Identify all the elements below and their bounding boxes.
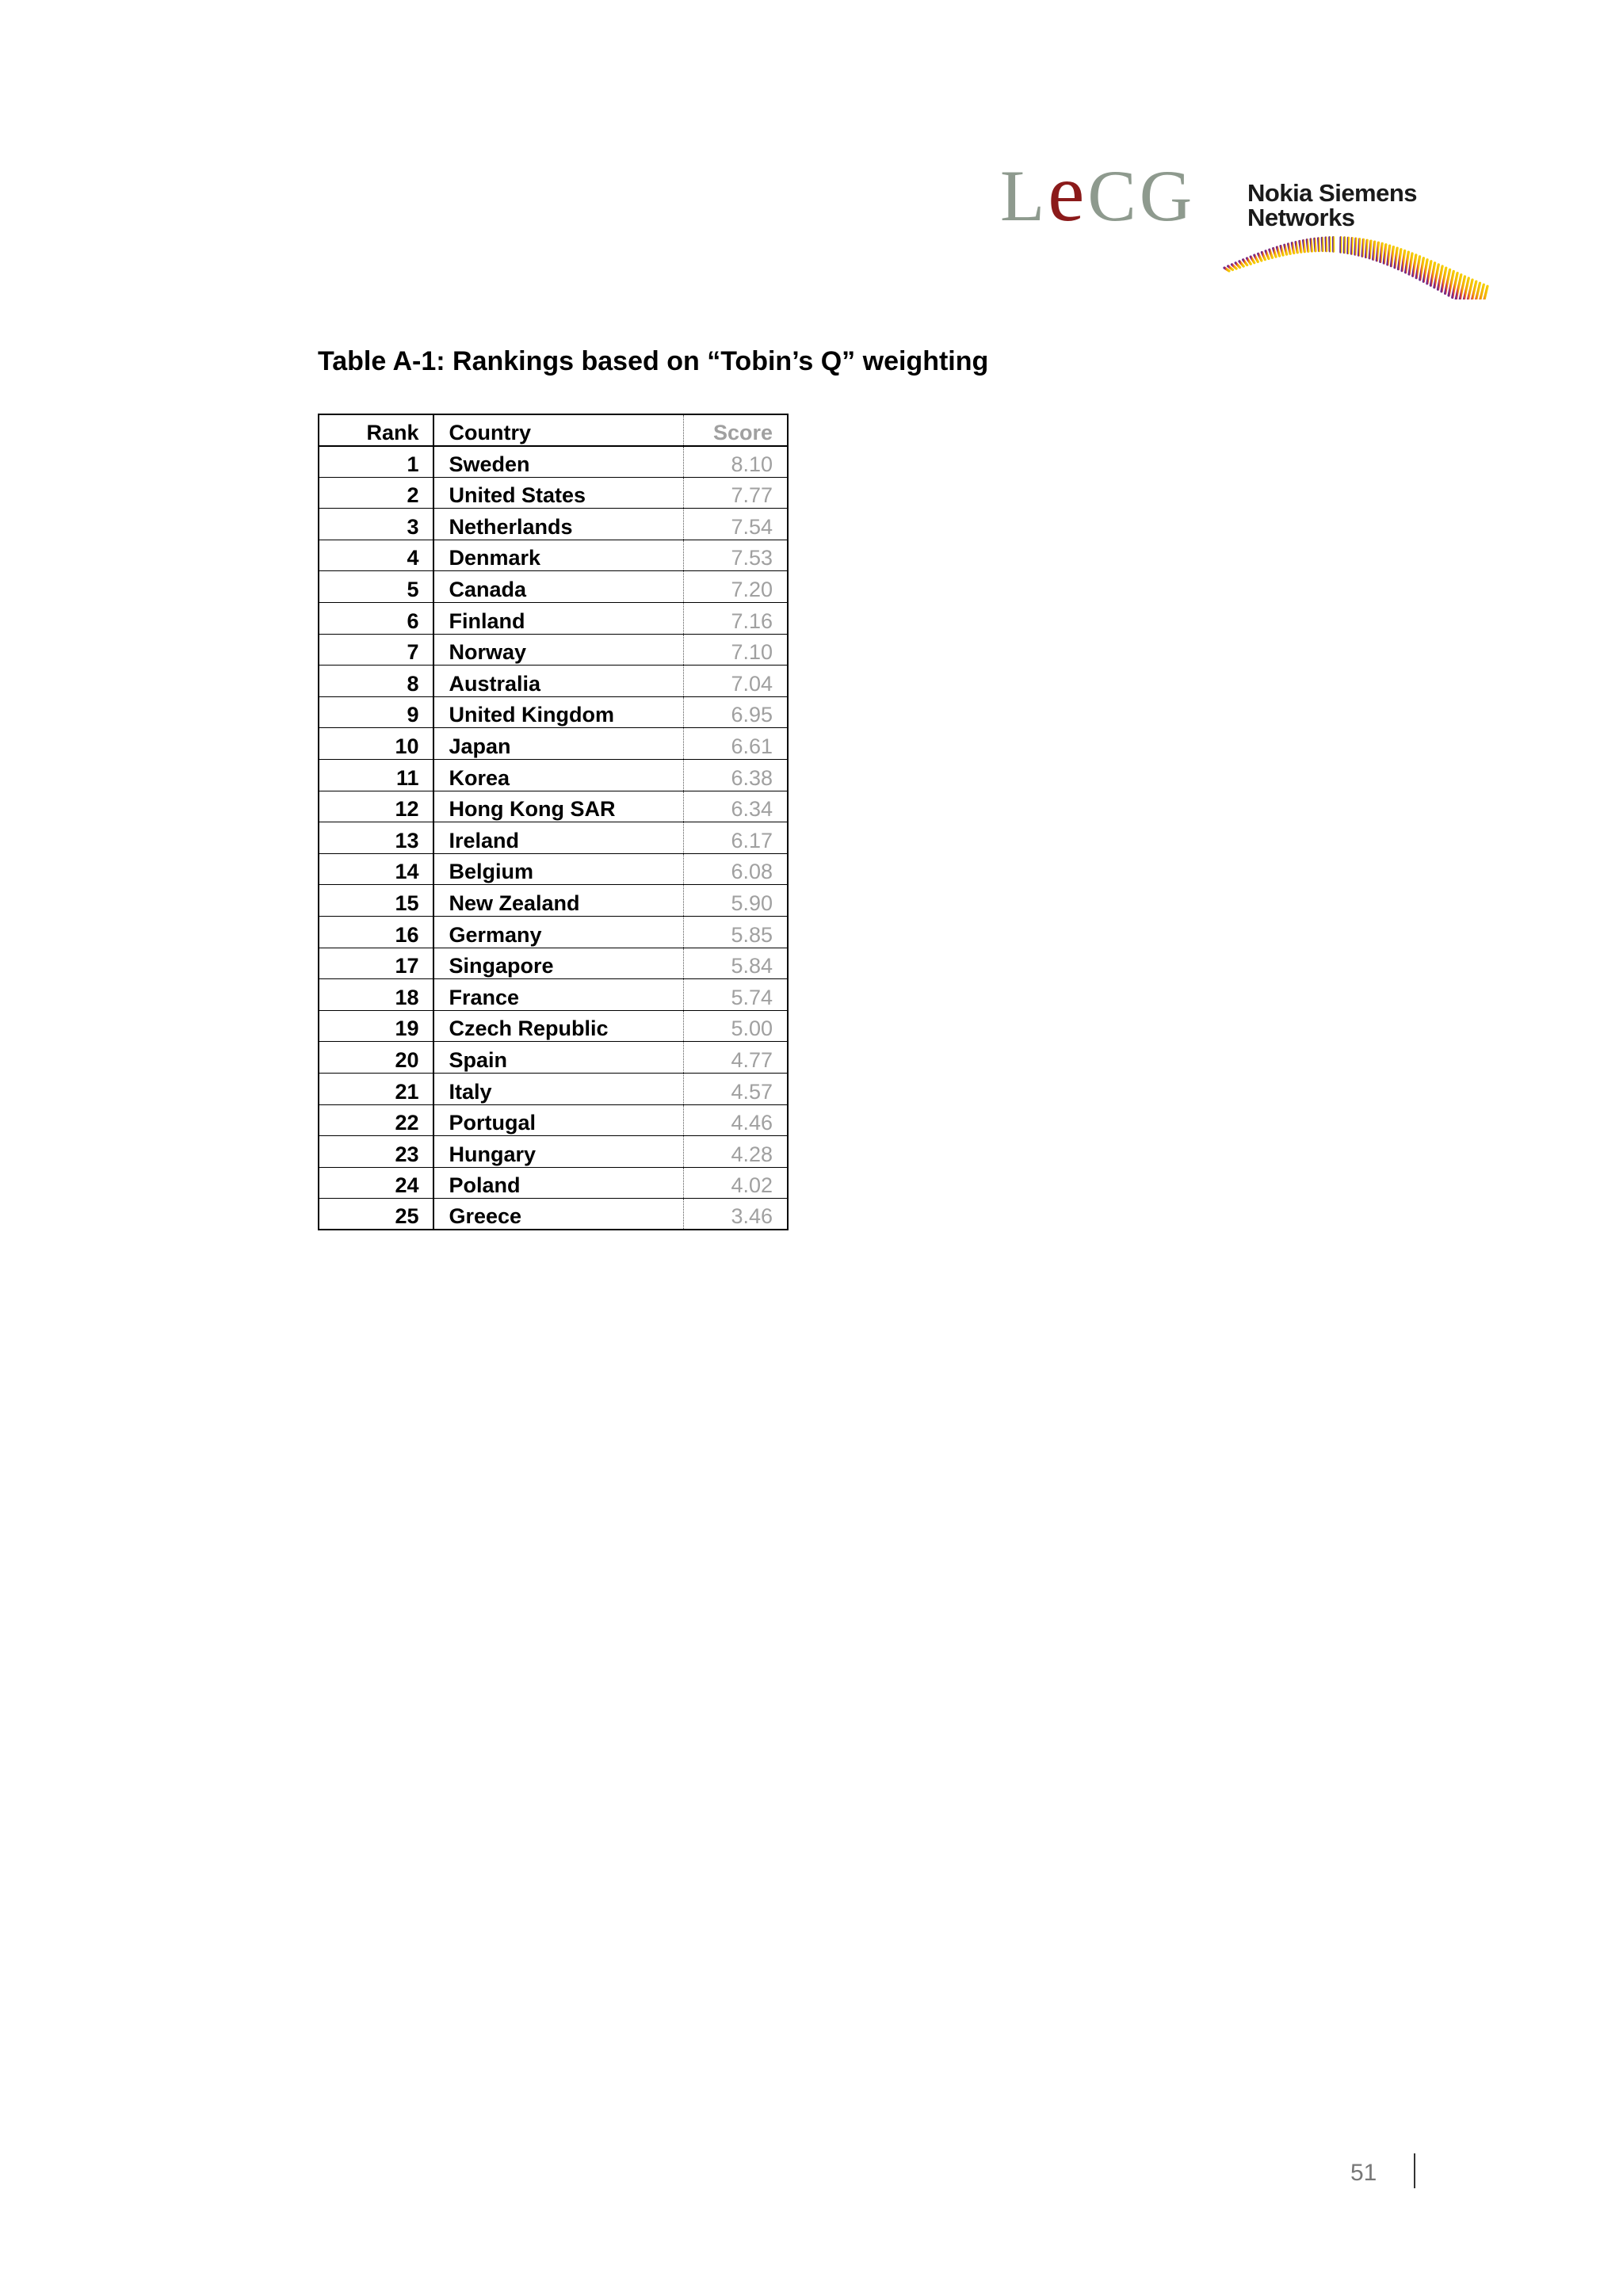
country-cell: Belgium [433,853,683,885]
score-cell: 6.38 [731,765,773,790]
wave-stroke [1311,239,1312,251]
wave-stroke [1416,257,1419,278]
country-cell: Spain [433,1042,683,1074]
wave-stroke [1243,260,1247,265]
wave-stroke [1381,243,1382,261]
wave-stroke [1373,242,1375,259]
wave-stroke [1388,246,1390,265]
wave-stroke [1277,247,1279,256]
rank-cell: 5 [319,571,433,603]
rank-cell: 11 [319,760,433,791]
country-cell: Netherlands [433,509,683,540]
score-cell: 3.46 [731,1204,773,1229]
table-row [319,1104,788,1136]
wave-stroke [1420,258,1424,280]
table-row [319,1073,788,1104]
country-cell: Norway [433,634,683,666]
rank-cell: 18 [319,979,433,1011]
wave-stroke [1281,246,1283,256]
score-cell: 4.02 [731,1173,773,1198]
lecg-logo-suffix: CG [1087,155,1196,236]
wave-stroke [1274,249,1276,257]
rank-cell: 17 [319,948,433,979]
wave-stroke [1266,251,1269,259]
country-cell: Ireland [433,822,683,854]
wave-stroke [1359,239,1360,256]
rank-cell: 16 [319,917,433,948]
score-cell: 7.53 [731,546,773,570]
wave-stroke [1362,239,1363,256]
score-cell: 7.04 [731,671,773,696]
score-cell: 5.85 [731,922,773,947]
score-cell: 5.90 [731,891,773,915]
country-cell: Poland [433,1167,683,1199]
wave-stroke [1406,252,1409,273]
rank-cell: 8 [319,666,433,697]
country-cell: Australia [433,666,683,697]
country-cell: Sweden [433,446,683,478]
wave-stroke [1352,238,1353,254]
wave-stroke [1315,238,1316,251]
table-row [319,509,788,540]
wave-stroke [1232,265,1237,269]
nsn-logo-line2: Networks [1247,204,1355,231]
score-cell: 7.20 [731,578,773,602]
header-rank: Rank [319,414,433,446]
lecg-logo [1000,147,1196,238]
score-cell: 6.08 [731,860,773,884]
rank-cell: 21 [319,1073,433,1104]
wave-stroke [1300,242,1301,253]
wave-stroke [1423,260,1427,282]
rank-cell: 4 [319,540,433,571]
country-cell: Italy [433,1073,683,1104]
rank-cell: 15 [319,885,433,917]
rank-cell: 6 [319,603,433,635]
table-header-row [319,414,788,446]
score-cell: 4.28 [731,1142,773,1166]
score-cell: 7.77 [731,483,773,508]
wave-stroke [1262,253,1265,260]
rank-cell: 22 [319,1104,433,1136]
score-cell: 6.34 [731,797,773,822]
table-row [319,885,788,917]
wave-stroke [1304,241,1305,252]
wave-stroke [1322,238,1323,250]
country-cell: Singapore [433,948,683,979]
nsn-logo-line1: Nokia Siemens [1247,179,1418,207]
wave-stroke [1402,250,1405,270]
wave-stroke [1399,250,1401,269]
rank-cell: 3 [319,509,433,540]
country-cell: Denmark [433,540,683,571]
table-body [319,446,788,1230]
lecg-logo-prefix: L [1000,155,1048,236]
table-row [319,634,788,666]
header-country: Country [433,414,683,446]
country-cell: Canada [433,571,683,603]
wave-stroke [1384,245,1386,263]
wave-stroke [1285,245,1287,254]
country-cell: Finland [433,603,683,635]
score-cell: 6.61 [731,734,773,759]
wave-stroke [1270,250,1273,257]
wave-stroke [1307,240,1308,252]
wave-stroke [1239,261,1243,266]
rank-cell: 10 [319,728,433,760]
wave-stroke [1413,255,1416,277]
table-row [319,948,788,979]
nokia-siemens-networks-logo [1220,181,1490,299]
table-row [319,1136,788,1168]
score-cell: 5.00 [731,1016,773,1041]
table-row [319,666,788,697]
country-cell: Greece [433,1199,683,1230]
table-row [319,603,788,635]
lecg-logo-accent: e [1048,147,1088,238]
rank-cell: 12 [319,791,433,822]
table-row [319,979,788,1011]
table-title: Table A-1: Rankings based on “Tobin’s Q” weighting [318,346,989,376]
score-cell: 7.16 [731,608,773,633]
table-row [319,853,788,885]
wave-stroke [1409,254,1412,274]
table-row [319,1010,788,1042]
wave-stroke [1348,238,1349,253]
rankings-table [318,414,789,1230]
table-row [319,1167,788,1199]
country-cell: United States [433,477,683,509]
score-cell: 6.17 [731,828,773,852]
rank-cell: 19 [319,1010,433,1042]
table-row [319,1042,788,1074]
page-number: 51 [1350,2160,1377,2186]
wave-stroke [1254,255,1258,261]
table-row [319,571,788,603]
country-cell: New Zealand [433,885,683,917]
rank-cell: 2 [319,477,433,509]
wave-stroke [1247,258,1251,264]
nsn-logo-text [1247,181,1417,230]
wave-stroke [1369,241,1371,258]
wave-stroke [1355,238,1356,254]
country-cell: Germany [433,917,683,948]
country-cell: United Kingdom [433,696,683,728]
country-cell: Korea [433,760,683,791]
wave-stroke [1235,263,1239,268]
wave-stroke [1377,242,1378,261]
score-cell: 4.57 [731,1079,773,1104]
country-cell: Czech Republic [433,1010,683,1042]
rank-cell: 1 [319,446,433,478]
table-row [319,477,788,509]
wave-stroke [1289,244,1291,254]
table-row [319,1199,788,1230]
score-cell: 7.10 [731,640,773,665]
header-score: Score [712,420,773,444]
rank-cell: 23 [319,1136,433,1168]
wave-stroke [1258,254,1262,261]
country-cell: Hungary [433,1136,683,1168]
rank-cell: 14 [319,853,433,885]
country-cell: France [433,979,683,1011]
rank-cell: 24 [319,1167,433,1199]
wave-stroke [1326,238,1327,251]
table-row [319,540,788,571]
rank-cell: 9 [319,696,433,728]
table-row [319,696,788,728]
wave-stroke [1395,248,1397,268]
table-row [319,760,788,791]
page-number-rule [1414,2153,1415,2188]
score-cell: 4.46 [731,1111,773,1135]
score-cell: 8.10 [731,452,773,476]
country-cell: Portugal [433,1104,683,1136]
table-row [319,822,788,854]
score-cell: 5.74 [731,985,773,1009]
table-row [319,917,788,948]
wave-stroke [1391,247,1393,266]
rank-cell: 25 [319,1199,433,1230]
wave-stroke [1251,257,1254,263]
score-cell: 7.54 [731,514,773,539]
wave-stroke [1292,243,1293,254]
country-cell: Japan [433,728,683,760]
table-row [319,446,788,478]
table-row [319,791,788,822]
wave-stroke [1224,268,1229,271]
score-cell: 6.95 [731,703,773,727]
score-cell: 4.77 [731,1047,773,1072]
rank-cell: 13 [319,822,433,854]
wave-stroke [1366,240,1368,257]
table-row [319,728,788,760]
wave-stroke [1296,242,1297,253]
rank-cell: 7 [319,634,433,666]
score-cell: 5.84 [731,954,773,978]
country-cell: Hong Kong SAR [433,791,683,822]
rank-cell: 20 [319,1042,433,1074]
